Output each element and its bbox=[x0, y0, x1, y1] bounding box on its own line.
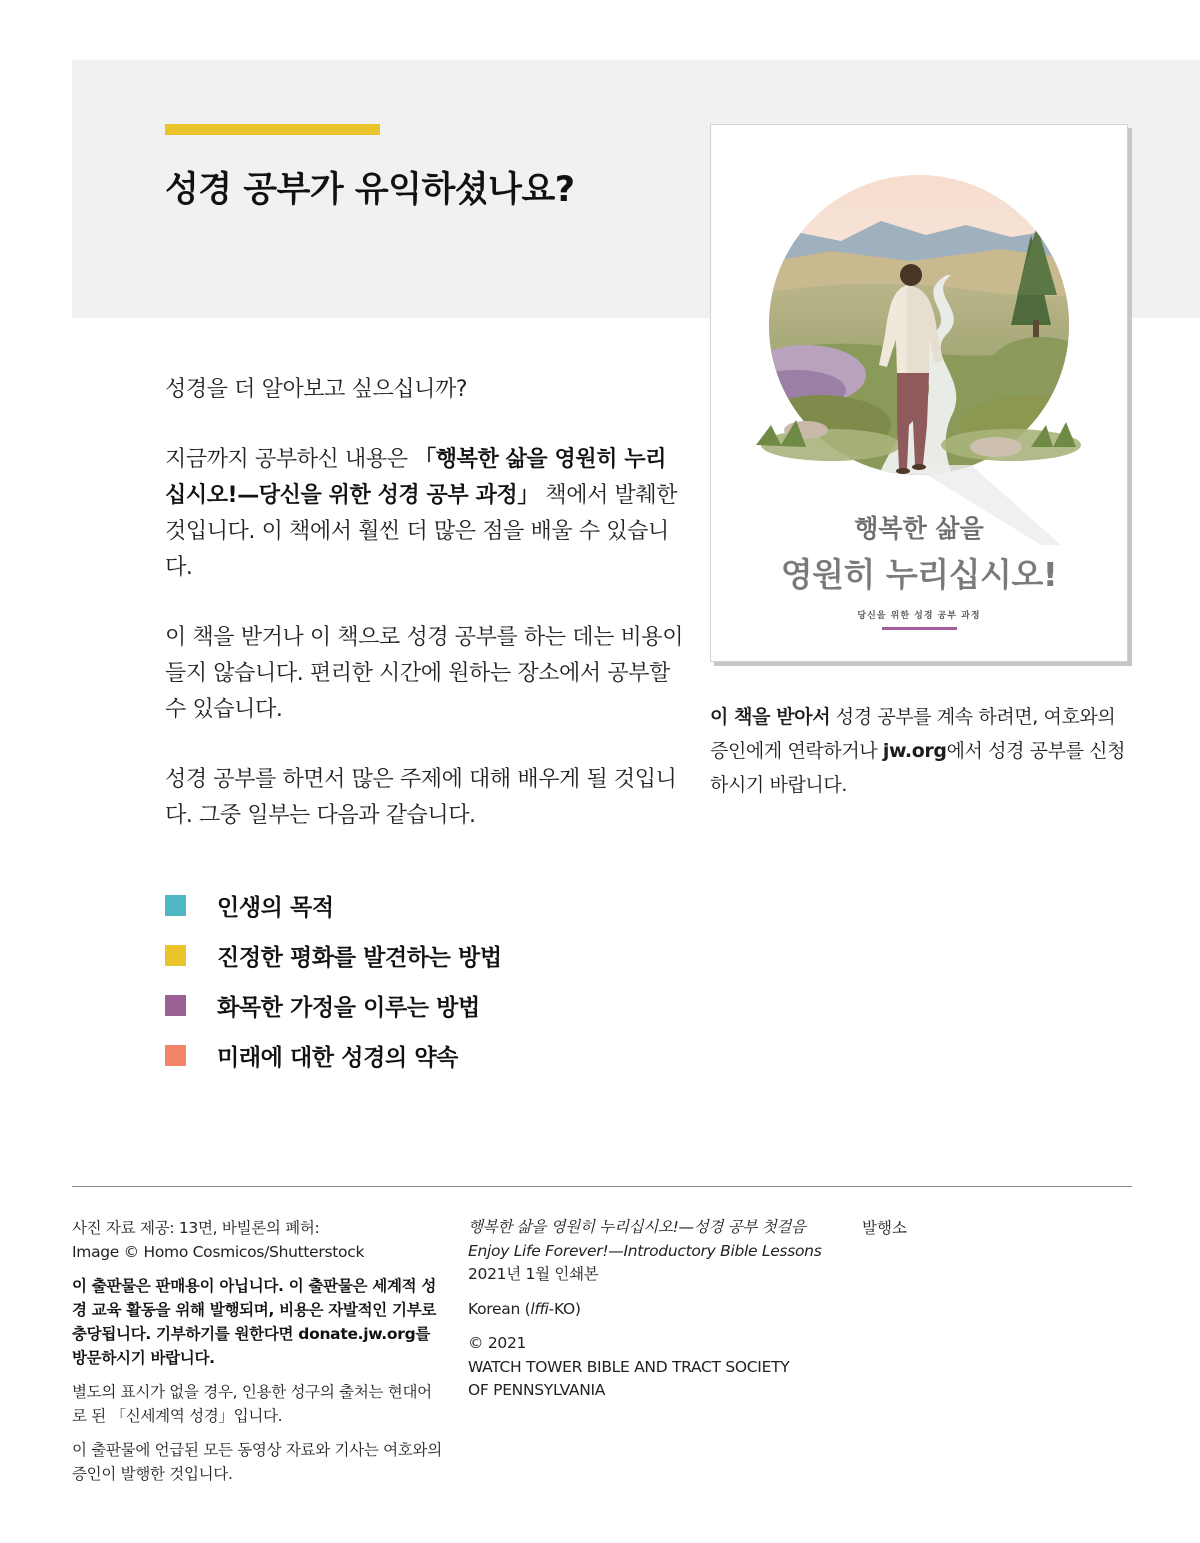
footer-notes bbox=[72, 1216, 442, 1496]
body-text bbox=[165, 372, 685, 868]
video-note: 이 출판물에 언급된 모든 동영상 자료와 기사는 여호와의 증인이 발행한 것입니다. bbox=[72, 1441, 442, 1483]
book-title-ref: 「행복한 삶을 영원히 누리십시오!—당신을 위한 성경 공부 과정」 bbox=[165, 447, 667, 508]
book-subtitle: 당신을 위한 성경 공부 과정 bbox=[857, 611, 981, 621]
page-title: 성경 공부가 유익하셨나요? bbox=[165, 170, 575, 210]
footer-divider bbox=[72, 1186, 1132, 1187]
publication-info bbox=[468, 1216, 838, 1414]
publication-title-ko: 행복한 삶을 영원히 누리십시오!—성경 공부 첫걸음 bbox=[468, 1218, 806, 1236]
book-title-line1: 행복한 삶을 bbox=[854, 514, 984, 543]
topic-item: 인생의 목적 bbox=[165, 880, 502, 930]
bible-translation-note: 별도의 표시가 없을 경우, 인용한 성구의 출처는 현대어로 된 「신세계역 성경」입니다. bbox=[72, 1383, 432, 1425]
title-accent-bar bbox=[165, 124, 380, 135]
publication-title-en: Enjoy Life Forever!—Introductory Bible Lessons bbox=[468, 1241, 822, 1260]
bullet-square-icon bbox=[165, 895, 186, 916]
free-of-charge-paragraph: 이 책을 받거나 이 책으로 성경 공부를 하는 데는 비용이 들지 않습니다. 편리한 시간에 원하는 장소에서 공부할 수 있습니다. bbox=[165, 625, 684, 722]
topic-list bbox=[165, 880, 502, 1080]
bullet-square-icon bbox=[165, 1045, 186, 1066]
bullet-square-icon bbox=[165, 995, 186, 1016]
not-for-sale-note: 이 출판물은 판매용이 아닙니다. 이 출판물은 세계적 성경 교육 활동을 위해 발행되며, 비용은 자발적인 기부로 충당됩니다. 기부하기를 원한다면 donate.jw.org를 방문하시기 바랍니다. bbox=[72, 1277, 437, 1367]
topic-item: 화목한 가정을 이루는 방법 bbox=[165, 980, 502, 1030]
photo-credit: 사진 자료 제공: 13면, 바빌론의 폐허: Image © Homo Cosmicos/Shutterstock bbox=[72, 1219, 365, 1261]
intro-question: 성경을 더 알아보고 싶으십니까? bbox=[165, 377, 468, 402]
bullet-square-icon bbox=[165, 945, 186, 966]
book-title-line2: 영원히 누리십시오! bbox=[780, 555, 1058, 594]
publisher-label: 발행소 bbox=[862, 1219, 907, 1237]
copyright: © 2021 WATCH TOWER BIBLE AND TRACT SOCIETY OF PENNSYLVANIA bbox=[468, 1334, 790, 1399]
language-code: Korean (lffi-KO) bbox=[468, 1299, 581, 1318]
book-source-paragraph: 지금까지 공부하신 내용은 「행복한 삶을 영원히 누리십시오!—당신을 위한 성경 공부 과정」 책에서 발췌한 것입니다. 이 책에서 훨씬 더 많은 점을 배울 수 있습니다. bbox=[165, 447, 678, 580]
print-date: 2021년 1월 인쇄본 bbox=[468, 1265, 599, 1283]
topic-item: 진정한 평화를 발견하는 방법 bbox=[165, 930, 502, 980]
topic-item: 미래에 대한 성경의 약속 bbox=[165, 1030, 502, 1080]
jw-org-link[interactable]: jw.org bbox=[882, 740, 947, 762]
book-subtitle-underline bbox=[882, 627, 957, 630]
book-cover bbox=[710, 124, 1128, 662]
topics-intro-paragraph: 성경 공부를 하면서 많은 주제에 대해 배우게 될 것입니다. 그중 일부는 다음과 같습니다. bbox=[165, 767, 677, 828]
call-to-action: 이 책을 받아서 성경 공부를 계속 하려면, 여호와의 증인에게 연락하거나 jw.org에서 성경 공부를 신청하시기 바랍니다. bbox=[710, 706, 1126, 796]
